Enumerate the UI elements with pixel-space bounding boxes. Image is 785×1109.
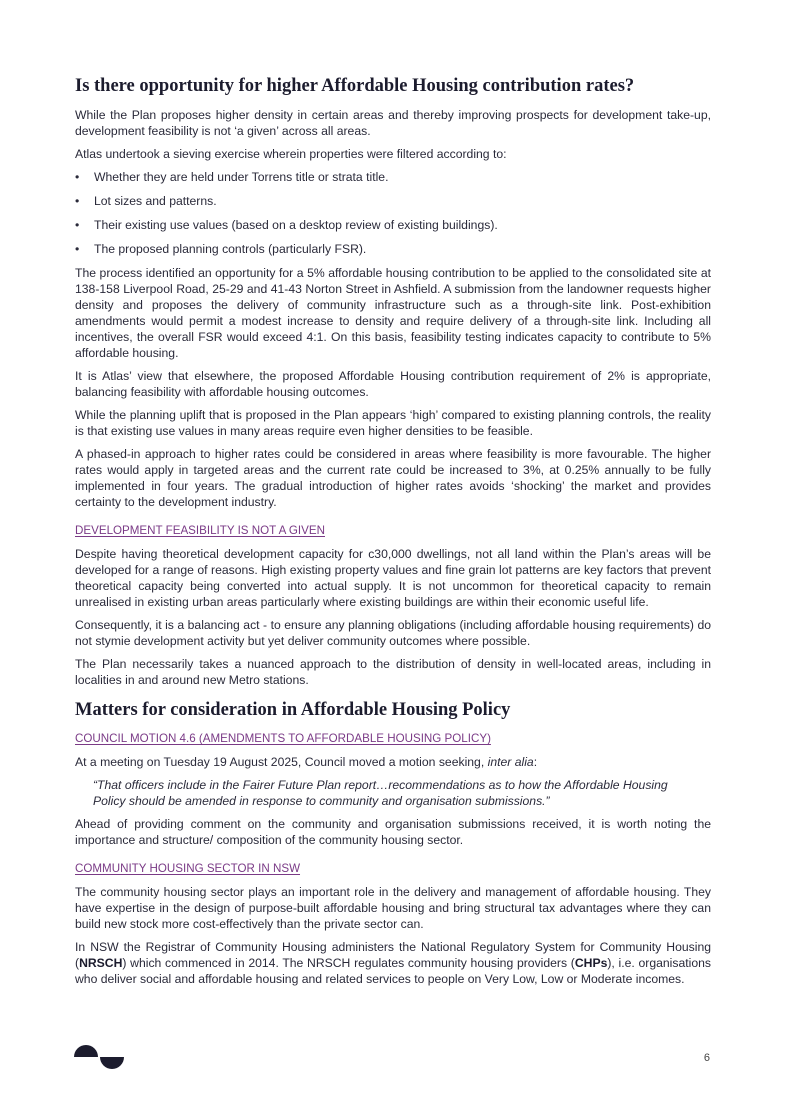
acronym-chps: CHPs bbox=[574, 956, 608, 970]
paragraph: Atlas undertook a sieving exercise wherein properties were filtered according to: bbox=[75, 147, 507, 161]
paragraph bbox=[75, 939, 711, 987]
brand-wave-icon bbox=[74, 1044, 126, 1070]
section-heading-matters-for-consideration: Matters for consideration in Affordable Housing Policy bbox=[75, 700, 511, 720]
section-heading-affordable-housing-rates: Is there opportunity for higher Affordable Housing contribution rates? bbox=[75, 76, 635, 96]
subheading-development-feasibility: DEVELOPMENT FEASIBILITY IS NOT A GIVEN bbox=[75, 524, 325, 537]
paragraph: The Plan necessarily takes a nuanced approach to the distribution of density in well-located areas, including in localities in and around new Metro stations. bbox=[75, 657, 711, 687]
logo-lower-half bbox=[100, 1057, 124, 1069]
subheading-council-motion: COUNCIL MOTION 4.6 (AMENDMENTS TO AFFORDABLE HOUSING POLICY) bbox=[75, 732, 491, 745]
page-content bbox=[75, 70, 711, 994]
logo-upper-half bbox=[74, 1045, 98, 1057]
page-number: 6 bbox=[703, 1052, 710, 1064]
paragraph: While the Plan proposes higher density in certain areas and thereby improving prospects for development take-up, development feasibility is not ‘a given’ across all areas. bbox=[75, 108, 711, 138]
bullet-list bbox=[75, 169, 711, 257]
italic-term: inter alia bbox=[487, 755, 534, 769]
text-run: ), i.e. organisations who deliver social and affordable housing and related services to people on Very Low, Low or Moderate incomes. bbox=[75, 956, 711, 986]
list-item: • The proposed planning controls (particularly FSR). bbox=[75, 241, 711, 257]
paragraph: The community housing sector plays an important role in the delivery and management of affordable housing. They have expertise in the design of purpose-built affordable housing and bring structural tax advantages where they can build new stock more cost-effectively than the private sector can. bbox=[75, 885, 711, 931]
paragraph: A phased-in approach to higher rates could be considered in areas where feasibility is more favourable. The higher rates would apply in targeted areas and the current rate could be increased to 3%, at 0.25% annually to be fully implemented in four years. The gradual introduction of higher rates avoids ‘shocking’ the market and provides certainty to the development industry. bbox=[75, 447, 711, 509]
text-run: In NSW the Registrar of Community Housing administers the National Regulatory System for Community Housing ( bbox=[75, 940, 711, 970]
list-item: • Whether they are held under Torrens title or strata title. bbox=[75, 169, 711, 185]
list-item: • Their existing use values (based on a desktop review of existing buildings). bbox=[75, 217, 711, 233]
paragraph: Despite having theoretical development capacity for c30,000 dwellings, not all land within the Plan’s areas will be developed for a range of reasons. High existing property values and fine grain lot patterns are key factors that prevent theoretical capacity being converted into actual supply. It is not uncommon for theoretical capacity to remain unrealised in existing urban areas particularly where existing buildings are within their economic useful life. bbox=[75, 547, 711, 609]
paragraph-lead: At a meeting on Tuesday 19 August 2025, Council moved a motion seeking, bbox=[75, 755, 485, 769]
paragraph: Consequently, it is a balancing act - to ensure any planning obligations (including affordable housing requirements) do not stymie development activity but yet deliver community outcomes where possible. bbox=[75, 618, 711, 648]
list-item: • Lot sizes and patterns. bbox=[75, 193, 711, 209]
paragraph: Ahead of providing comment on the community and organisation submissions received, it is worth noting the importance and structure/ composition of the community housing sector. bbox=[75, 817, 711, 847]
paragraph: While the planning uplift that is proposed in the Plan appears ‘high’ compared to existing planning controls, the reality is that existing use values in many areas require even higher densities to be feasible. bbox=[75, 408, 711, 438]
paragraph-end: : bbox=[533, 755, 538, 769]
paragraph bbox=[75, 754, 711, 770]
text-run: ) which commenced in 2014. The NRSCH regulates community housing providers ( bbox=[122, 956, 575, 970]
acronym-nrsch: NRSCH bbox=[79, 956, 123, 970]
motion-quote: “That officers include in the Fairer Future Plan report…recommendations as to how the Affordable Housing Policy should be amended in response to community and organisation submissions.” bbox=[93, 778, 668, 808]
paragraph: The process identified an opportunity for a 5% affordable housing contribution to be applied to the consolidated site at 138-158 Liverpool Road, 25-29 and 41-43 Norton Street in Ashfield. A submission from the landowner requests higher density and proposes the delivery of community infrastructure such as a through-site link. Post-exhibition amendments would permit a modest increase to density and require delivery of a through-site link. Including all incentives, the overall FSR would exceed 4:1. On this basis, feasibility testing indicates capacity to contribute to 5% affordable housing. bbox=[75, 266, 711, 360]
subheading-community-housing-sector: COMMUNITY HOUSING SECTOR IN NSW bbox=[75, 862, 301, 875]
paragraph: It is Atlas’ view that elsewhere, the proposed Affordable Housing contribution requirement of 2% is appropriate, balancing feasibility with affordable housing outcomes. bbox=[75, 369, 711, 399]
